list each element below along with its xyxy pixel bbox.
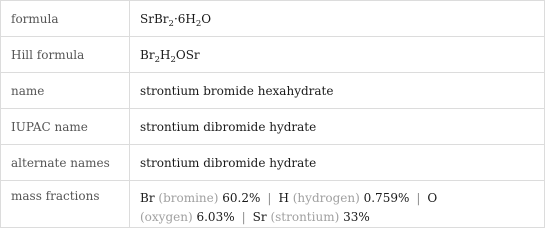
mass-fractions-line-1 bbox=[140, 189, 544, 208]
row-mass-fractions bbox=[1, 181, 545, 228]
label-mass-fractions: mass fractions bbox=[1, 181, 130, 228]
row-alternate-names bbox=[1, 145, 545, 181]
label-hill-formula: Hill formula bbox=[1, 37, 130, 73]
row-formula bbox=[1, 1, 545, 37]
label-formula: formula bbox=[1, 1, 130, 37]
value-alternate-names: strontium dibromide hydrate bbox=[130, 145, 545, 181]
row-iupac-name bbox=[1, 109, 545, 145]
value-iupac-name: strontium dibromide hydrate bbox=[130, 109, 545, 145]
mass-fractions-line-2 bbox=[140, 208, 544, 227]
value-hill-formula: $Br_2H_2OSr$ bbox=[130, 37, 545, 73]
mf-symbol: Br bbox=[140, 191, 155, 205]
mf-percent: 6.03% bbox=[196, 210, 235, 224]
row-hill-formula bbox=[1, 37, 545, 73]
mf-separator: | bbox=[416, 191, 421, 205]
value-formula: $SrBr_2\cdot 6H_2O$ bbox=[130, 1, 545, 37]
mf-element: (strontium) bbox=[270, 210, 340, 224]
row-name bbox=[1, 73, 545, 109]
mf-element: (bromine) bbox=[158, 191, 219, 205]
value-name: strontium bromide hexahydrate bbox=[130, 73, 545, 109]
mf-symbol: O bbox=[427, 191, 438, 205]
mf-separator: | bbox=[267, 191, 272, 205]
mf-percent: 60.2% bbox=[222, 191, 261, 205]
mf-percent: 33% bbox=[343, 210, 370, 224]
mf-symbol: Sr bbox=[252, 210, 267, 224]
mf-percent: 0.759% bbox=[363, 191, 410, 205]
mf-separator: | bbox=[241, 210, 246, 224]
mf-symbol: H bbox=[278, 191, 289, 205]
mf-element: (hydrogen) bbox=[292, 191, 360, 205]
label-iupac-name: IUPAC name bbox=[1, 109, 130, 145]
label-name: name bbox=[1, 73, 130, 109]
value-mass-fractions bbox=[130, 181, 545, 228]
label-alternate-names: alternate names bbox=[1, 145, 130, 181]
mf-element: (oxygen) bbox=[140, 210, 193, 224]
